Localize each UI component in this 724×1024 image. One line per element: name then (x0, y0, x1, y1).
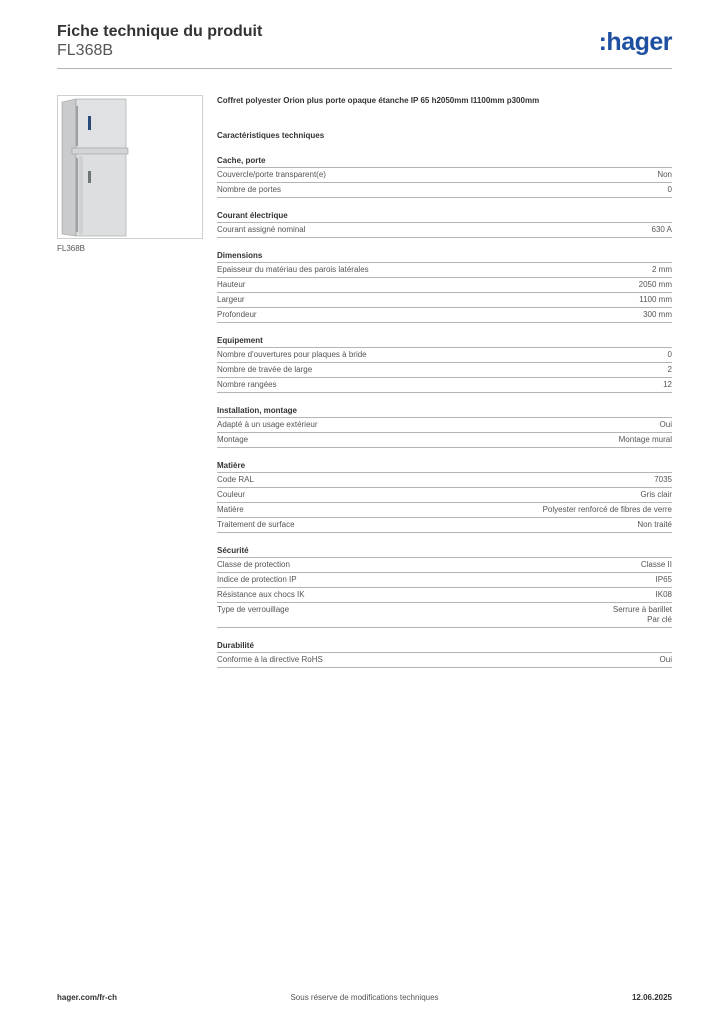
spec-label: Code RAL (217, 475, 254, 484)
spec-value-line: Non (657, 170, 672, 179)
spec-value (619, 435, 672, 445)
spec-value (643, 310, 672, 320)
spec-label: Couvercle/porte transparent(e) (217, 170, 326, 179)
section-title: Cache, porte (217, 155, 672, 168)
spec-row (217, 223, 672, 238)
spec-row (217, 183, 672, 198)
spec-value (657, 170, 672, 180)
spec-section (217, 250, 672, 323)
footer (57, 993, 672, 1005)
spec-row (217, 308, 672, 323)
spec-label: Montage (217, 435, 249, 444)
spec-value (640, 490, 672, 500)
spec-value-line: 1100 mm (639, 295, 672, 304)
spec-value-line: IK08 (655, 590, 672, 599)
spec-value-line: 2 mm (652, 265, 672, 274)
footer-note: Sous réserve de modifications techniques (290, 993, 439, 1002)
section-title: Sécurité (217, 545, 672, 558)
spec-value-line: Classe II (640, 560, 672, 569)
spec-value (652, 265, 672, 275)
spec-label: Nombre d'ouvertures pour plaques à bride (217, 350, 367, 359)
spec-row (217, 588, 672, 603)
spec-row (217, 488, 672, 503)
spec-value (543, 505, 672, 515)
spec-row (217, 293, 672, 308)
spec-label: Traitement de surface (217, 520, 295, 529)
spec-label: Largeur (217, 295, 245, 304)
spec-label: Nombre de portes (217, 185, 282, 194)
spec-value (613, 605, 672, 625)
specs-heading: Caractéristiques techniques (217, 131, 325, 140)
spec-value-line: 2050 mm (638, 280, 672, 289)
spec-label: Nombre de travée de large (217, 365, 313, 374)
spec-section (217, 460, 672, 533)
spec-row (217, 348, 672, 363)
spec-value-line: Oui (659, 655, 672, 664)
spec-row (217, 263, 672, 278)
spec-label: Résistance aux chocs IK (217, 590, 305, 599)
spec-value (668, 365, 672, 375)
spec-value (654, 475, 672, 485)
spec-label: Couleur (217, 490, 246, 499)
spec-value (663, 380, 672, 390)
product-image (57, 95, 203, 239)
spec-section (217, 210, 672, 238)
spec-row (217, 558, 672, 573)
spec-value-line: 2 (667, 365, 672, 374)
spec-section (217, 335, 672, 393)
spec-row (217, 503, 672, 518)
image-caption: FL368B (57, 244, 86, 253)
product-description: Coffret polyester Orion plus porte opaque étanche IP 65 h2050mm l1100mm p300mm (217, 96, 540, 105)
spec-label: Adapté à un usage extérieur (217, 420, 318, 429)
header (57, 22, 262, 60)
spec-value-line: 0 (667, 350, 672, 359)
header-divider (57, 68, 672, 69)
spec-label: Profondeur (217, 310, 257, 319)
spec-value-line: IP65 (655, 575, 672, 584)
spec-value (668, 350, 672, 360)
spec-section (217, 545, 672, 628)
spec-label: Indice de protection IP (217, 575, 297, 584)
spec-row (217, 378, 672, 393)
spec-label: Type de verrouillage (217, 605, 290, 614)
spec-value-line: Par clé (647, 615, 672, 624)
section-title: Installation, montage (217, 405, 672, 418)
section-title: Matière (217, 460, 672, 473)
spec-row (217, 363, 672, 378)
spec-value-line: Serrure à barillet (612, 605, 672, 614)
section-title: Courant électrique (217, 210, 672, 223)
spec-value (660, 420, 672, 430)
spec-label: Epaisseur du matériau des parois latérales (217, 265, 369, 274)
spec-label: Nombre rangées (217, 380, 277, 389)
spec-value-line: Gris clair (640, 490, 672, 499)
spec-value-line: 300 mm (643, 310, 672, 319)
spec-value-line: 630 A (651, 225, 672, 234)
spec-row (217, 433, 672, 448)
spec-value-line: Non traité (637, 520, 672, 529)
footer-website[interactable]: hager.com/fr-ch (57, 993, 118, 1002)
spec-value-line: 0 (667, 185, 672, 194)
spec-value (639, 295, 672, 305)
spec-value (639, 280, 672, 290)
spec-row (217, 168, 672, 183)
spec-label: Classe de protection (217, 560, 290, 569)
spec-row (217, 473, 672, 488)
spec-value-line: 7035 (654, 475, 672, 484)
footer-date: 12.06.2025 (631, 993, 672, 1002)
spec-section (217, 640, 672, 668)
spec-label: Courant assigné nominal (217, 225, 306, 234)
spec-row (217, 603, 672, 628)
spec-section (217, 405, 672, 448)
spec-row (217, 278, 672, 293)
spec-value (656, 575, 672, 585)
spec-sections (217, 155, 672, 668)
spec-value-line: Montage mural (618, 435, 672, 444)
spec-value (652, 225, 672, 235)
section-title: Durabilité (217, 640, 672, 653)
spec-label: Conforme à la directive RoHS (217, 655, 323, 664)
spec-label: Matière (217, 505, 244, 514)
spec-row (217, 653, 672, 668)
spec-value-line: Polyester renforcé de fibres de verre (542, 505, 672, 514)
spec-value (641, 560, 672, 570)
spec-value (668, 185, 672, 195)
spec-content (217, 95, 672, 680)
spec-value-line: Oui (659, 420, 672, 429)
hager-logo: :hager (598, 28, 672, 56)
spec-label: Hauteur (217, 280, 246, 289)
section-title: Equipement (217, 335, 672, 348)
page-title: Fiche technique du produit (57, 23, 263, 40)
spec-value-line: 12 (663, 380, 672, 389)
spec-row (217, 418, 672, 433)
product-code: FL368B (57, 42, 114, 59)
section-title: Dimensions (217, 250, 672, 263)
spec-row (217, 573, 672, 588)
spec-value (660, 655, 672, 665)
cabinet-illustration (58, 96, 204, 240)
spec-value (637, 520, 672, 530)
spec-section (217, 155, 672, 198)
spec-row (217, 518, 672, 533)
spec-value (656, 590, 672, 600)
